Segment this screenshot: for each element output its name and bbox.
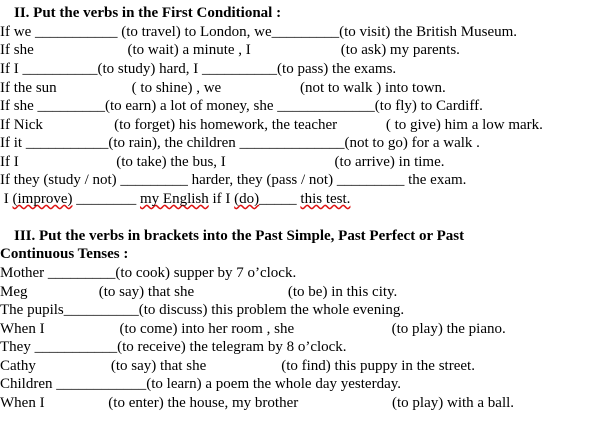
- exercise3-line-4: When I (to come) into her room , she (to play) the piano.: [0, 321, 506, 337]
- exercise3-line-7: Children ____________(to learn) a poem the whole day yesterday.: [0, 376, 402, 392]
- line10-part-4: _____: [259, 191, 301, 207]
- exercise3-line-5: They ___________(to receive) the telegram by 8 o’clock.: [0, 339, 347, 355]
- spellcheck-phrase-this-test: this test.: [300, 191, 351, 207]
- exercise2-line-5: If she _________(to earn) a lot of money, she _____________(to fly) to Cardiff.: [0, 98, 483, 114]
- exercise2-line-9: If they (study / not) _________ harder, they (pass / not) _________ the exam.: [0, 172, 467, 188]
- exercise2-line-6: If Nick (to forget) his homework, the teacher ( to give) him a low mark.: [0, 117, 543, 133]
- exercise2-line-1: If we ___________ (to travel) to London, we_________(to visit) the British Museum.: [0, 24, 518, 40]
- spellcheck-word-improve: (improve): [12, 191, 73, 207]
- exercise2-line-8: If I (to take) the bus, I (to arrive) in time.: [0, 154, 445, 170]
- exercise2-line-7: If it ___________(to rain), the children ______________(not to go) for a walk .: [0, 135, 480, 151]
- line10-part-1: I: [0, 191, 13, 207]
- exercise2-line-3: If I __________(to study) hard, I __________(to pass) the exams.: [0, 61, 397, 77]
- exercise3-line-8: When I (to enter) the house, my brother (to play) with a ball.: [0, 395, 515, 411]
- exercise3-line-6: Cathy (to say) that she (to find) this puppy in the street.: [0, 358, 475, 374]
- spellcheck-phrase-my-english: my English: [139, 191, 209, 207]
- spellcheck-word-do: (do): [234, 191, 260, 207]
- exercise3-line-2: Meg (to say) that she (to be) in this city.: [0, 284, 398, 300]
- section3-heading-line-2: Continuous Tenses :: [0, 246, 129, 262]
- exercise2-line-4: If the sun ( to shine) , we (not to walk ) into town.: [0, 80, 446, 96]
- exercise3-line-3: The pupils__________(to discuss) this problem the whole evening.: [0, 302, 405, 318]
- exercise2-line-2: If she (to wait) a minute , I (to ask) my parents.: [0, 42, 460, 58]
- line10-part-3: if I: [208, 191, 235, 207]
- section2-heading: II. Put the verbs in the First Conditional :: [14, 5, 282, 21]
- exercise2-line-10: [0, 190, 350, 208]
- exercise3-line-1: Mother _________(to cook) supper by 7 o’clock.: [0, 265, 297, 281]
- section3-heading-line-1: III. Put the verbs in brackets into the Past Simple, Past Perfect or Past: [14, 228, 465, 244]
- line10-part-2: ________: [72, 191, 140, 207]
